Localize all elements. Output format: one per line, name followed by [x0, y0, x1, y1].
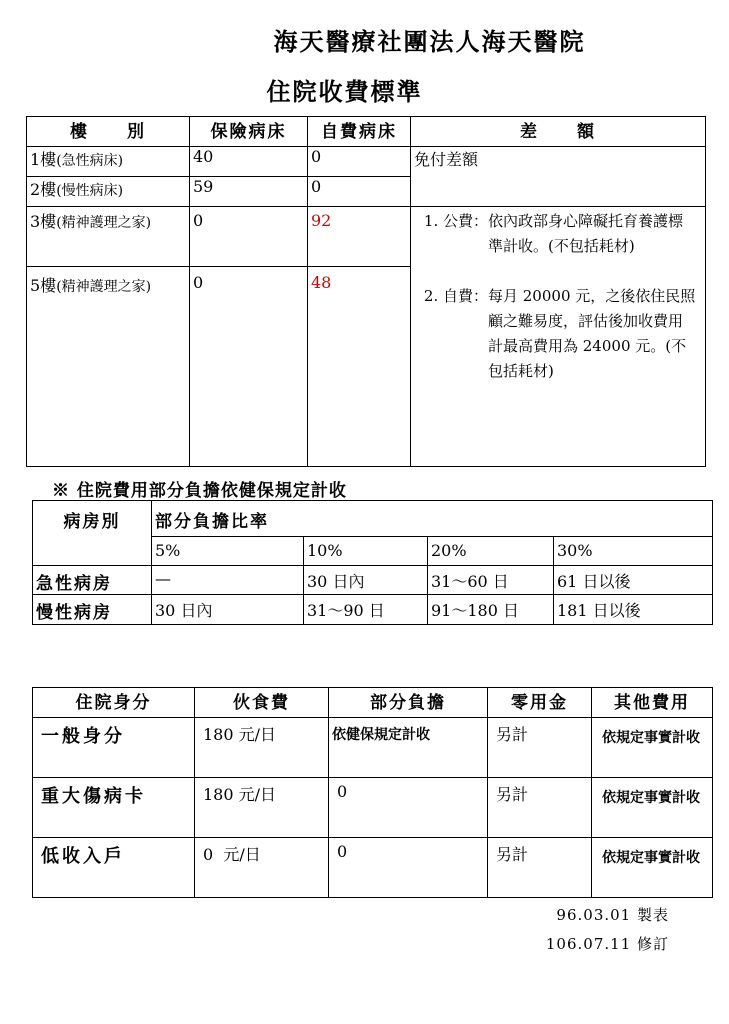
col-floor: 樓 別	[27, 117, 190, 147]
col-other: 其他費用	[592, 688, 713, 718]
ratio-cell: 30 日內	[152, 595, 304, 625]
identity-cell: 一般身分	[33, 718, 195, 778]
room-type-header: 病房別	[33, 501, 152, 566]
table-row	[33, 778, 713, 838]
copay-cell: 0	[329, 778, 488, 838]
other-cell: 依規定事實計收	[592, 778, 713, 838]
percent-cell: 5%	[152, 537, 304, 566]
insured-cell: 0	[190, 267, 308, 467]
floor-cell: 5樓(精神護理之家)	[27, 267, 190, 467]
percent-cell: 20%	[428, 537, 554, 566]
ratio-cell: 181 日以後	[554, 595, 713, 625]
insured-cell: 0	[190, 207, 308, 267]
percent-cell: 30%	[554, 537, 713, 566]
copay-cell: 0	[329, 838, 488, 898]
table-row	[33, 566, 713, 595]
table-row	[33, 838, 713, 898]
page-title: 住院收費標準	[266, 77, 423, 106]
table-row	[27, 207, 706, 267]
ratio-cell: 30 日內	[304, 566, 428, 595]
insured-cell: 59	[190, 177, 308, 207]
room-type-cell: 急性病房	[33, 566, 152, 595]
col-insured-beds: 保險病床	[190, 117, 308, 147]
copay-cell: 依健保規定計收	[329, 718, 488, 778]
ratio-cell: 91～180 日	[428, 595, 554, 625]
col-difference: 差 額	[411, 117, 706, 147]
bed-table	[26, 116, 706, 467]
table-row	[33, 718, 713, 778]
pocket-cell: 另計	[488, 838, 592, 898]
meal-cell: 180 元/日	[195, 718, 329, 778]
pocket-cell: 另計	[488, 778, 592, 838]
ratio-cell: 31～60 日	[428, 566, 554, 595]
col-identity: 住院身分	[33, 688, 195, 718]
fee-table	[32, 687, 713, 898]
col-meal: 伙食費	[195, 688, 329, 718]
self-pay-cell: 0	[308, 147, 411, 177]
table-row	[33, 595, 713, 625]
identity-cell: 低收入戶	[33, 838, 195, 898]
copay-ratio-table	[32, 500, 713, 625]
other-cell: 依規定事實計收	[592, 838, 713, 898]
floor-cell: 2樓(慢性病床)	[27, 177, 190, 207]
free-diff-cell: 免付差額	[411, 147, 706, 207]
identity-cell: 重大傷病卡	[33, 778, 195, 838]
ratio-cell: 31～90 日	[304, 595, 428, 625]
diff-item: 2. 自費： 每月 20000 元，之後依住民照顧之難易度，評估後加收費用計最高費用為 24000 元。(不包括耗材)	[423, 287, 696, 380]
percent-cell: 10%	[304, 537, 428, 566]
ratio-cell: —	[152, 566, 304, 595]
floor-cell: 3樓(精神護理之家)	[27, 207, 190, 267]
table-row	[27, 147, 706, 177]
room-type-cell: 慢性病房	[33, 595, 152, 625]
meal-cell: 0 元/日	[195, 838, 329, 898]
made-date: 96.03.01 製表	[556, 906, 669, 924]
self-pay-cell: 92	[308, 207, 411, 267]
self-pay-cell: 0	[308, 177, 411, 207]
self-pay-cell: 48	[308, 267, 411, 467]
diff-item: 1. 公費： 依內政部身心障礙托育養護標準計收。(不包括耗材)	[423, 212, 684, 255]
col-pocket: 零用金	[488, 688, 592, 718]
col-copay: 部分負擔	[329, 688, 488, 718]
pocket-cell: 另計	[488, 718, 592, 778]
floor-cell: 1樓(急性病床)	[27, 147, 190, 177]
insured-cell: 40	[190, 147, 308, 177]
ratio-cell: 61 日以後	[554, 566, 713, 595]
ratio-header: 部分負擔比率	[152, 501, 713, 537]
meal-cell: 180 元/日	[195, 778, 329, 838]
other-cell: 依規定事實計收	[592, 718, 713, 778]
hospital-name: 海天醫療社團法人海天醫院	[273, 27, 586, 56]
diff-details-cell	[411, 207, 706, 467]
col-self-pay-beds: 自費病床	[308, 117, 411, 147]
copay-note: ※ 住院費用部分負擔依健保規定計收	[52, 481, 347, 501]
revised-date: 106.07.11 修訂	[545, 935, 669, 953]
